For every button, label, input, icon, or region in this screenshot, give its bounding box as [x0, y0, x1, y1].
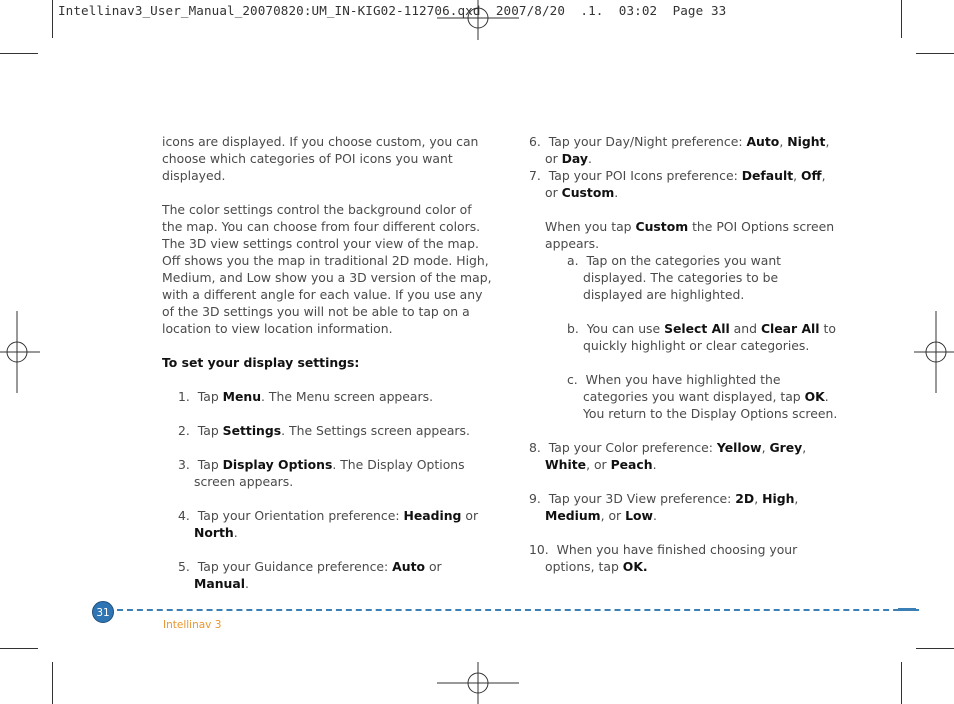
step-3: 3. Tap Display Options. The Display Options screen appears.: [178, 457, 465, 489]
registration-mark-bottom: [437, 662, 519, 704]
crop-mark-bl-v: [52, 662, 53, 704]
step-5: 5. Tap your Guidance preference: Auto or Manual.: [178, 559, 442, 591]
footer-dashed-rule: [117, 609, 919, 611]
crop-mark-br-v: [901, 662, 902, 704]
step-6: 6. Tap your Day/Night preference: Auto, Night, or Day.: [529, 134, 830, 166]
step-9: 9. Tap your 3D View preference: 2D, High, Medium, or Low.: [529, 491, 799, 523]
crop-mark-tl-v: [52, 0, 53, 38]
step-1: 1. Tap Menu. The Menu screen appears.: [178, 389, 434, 404]
registration-mark-right: [914, 311, 954, 393]
custom-note: When you tap Custom the POI Options screen appears.: [545, 219, 835, 251]
left-column: [162, 133, 492, 592]
crop-mark-tr-h: [916, 53, 954, 54]
3d-view-paragraph: The 3D view settings control your view of the map. Off shows you the map in traditional 2D mode. High, Medium, and Low show you a 3D version of the map, with a different angle for each value. If you use any of the 3D settings you will not be able to tap on a location to view location information.: [162, 236, 492, 336]
step-8: 8. Tap your Color preference: Yellow, Grey, White, or Peach.: [529, 440, 807, 472]
crop-mark-br-h: [916, 648, 954, 649]
crop-mark-tr-v: [901, 0, 902, 38]
crop-mark-tl-h: [0, 53, 38, 54]
color-settings-paragraph: The color settings control the background color of the map. You can choose from four different colors.: [162, 202, 481, 234]
footer-title: Intellinav 3: [163, 619, 222, 631]
right-column: [529, 133, 841, 575]
substep-c: c. When you have highlighted the categories you want displayed, tap OK. You return to the Display Options screen.: [567, 372, 838, 421]
crop-mark-bl-h: [0, 648, 38, 649]
print-slug: Intellinav3_User_Manual_20070820:UM_IN-KIG02-112706.qxd 2007/8/20 .1. 03:02 Page 33: [58, 3, 727, 18]
page-number-badge: 31: [92, 601, 114, 623]
substep-a: a. Tap on the categories you want displayed. The categories to be displayed are highlighted.: [567, 253, 782, 302]
footer-rule-end: [898, 608, 916, 611]
registration-mark-left: [0, 311, 40, 393]
step-2: 2. Tap Settings. The Settings screen appears.: [178, 423, 470, 438]
step-10: 10. When you have finished choosing your options, tap OK.: [529, 542, 798, 574]
step-7: 7. Tap your POI Icons preference: Default, Off, or Custom.: [529, 168, 826, 200]
registration-mark-top: [437, 0, 519, 40]
intro-paragraph: icons are displayed. If you choose custom, you can choose which categories of POI icons you want displayed.: [162, 134, 479, 183]
step-4: 4. Tap your Orientation preference: Heading or North.: [178, 508, 479, 540]
section-heading: To set your display settings:: [162, 355, 360, 370]
substep-b: b. You can use Select All and Clear All to quickly highlight or clear categories.: [567, 321, 836, 353]
